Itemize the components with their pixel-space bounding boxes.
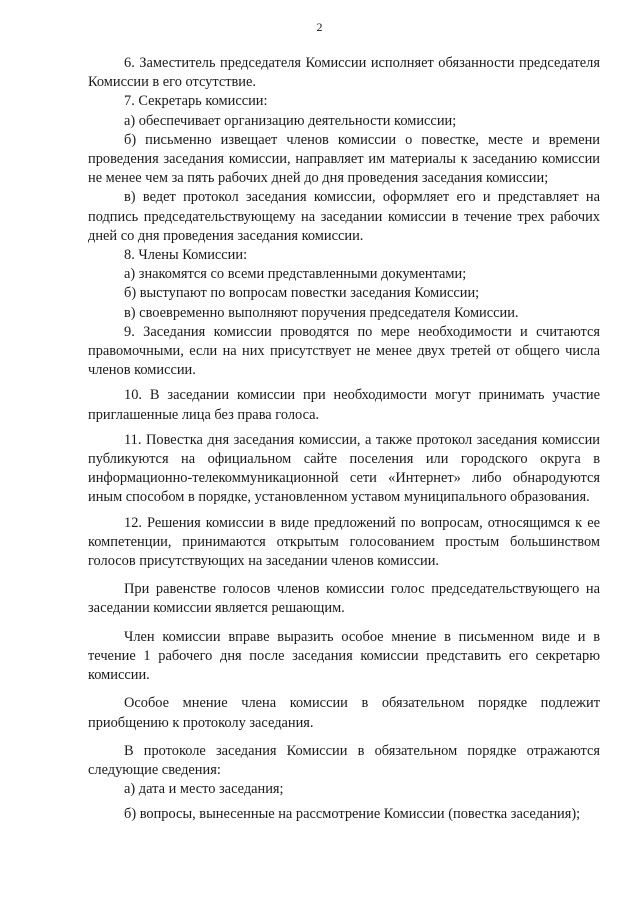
paragraph-6: 6. Заместитель председателя Комиссии исполняет обязанности председателя Комиссии в его отсутствие. <box>88 55 600 91</box>
paragraph-7a: а) обеспечивает организацию деятельности комиссии; <box>124 112 457 129</box>
paragraph-12: 12. Решения комиссии в виде предложений по вопросам, относящимся к ее компетенции, принимаются открытым голосованием простым большинством голосов присутствующих на заседании членов комиссии. <box>88 514 600 570</box>
paragraph-7v: в) ведет протокол заседания комиссии, оформляет его и представляет на подпись председательствующему на заседании комиссии в течение трех рабочих дней со дня проведения заседания комиссии. <box>88 189 600 244</box>
paragraph-9: 9. Заседания комиссии проводятся по мере необходимости и считаются правомочными, если на них присутствует не менее двух третей от общего числа членов комиссии. <box>88 323 600 379</box>
paragraph-7: 7. Секретарь комиссии: <box>124 93 268 110</box>
paragraph-11: 11. Повестка дня заседания комиссии, а также протокол заседания комиссии публикуются на официальном сайте поселения или городского округа в информационно-телекоммуникационной сети «Интернет» либо обнародуются иным способом в порядке, установленном уставом муниципального образования. <box>88 431 600 506</box>
paragraph-10: 10. В заседании комиссии при необходимости могут принимать участие приглашенные лица без права голоса. <box>88 387 600 423</box>
paragraph-protocol-b: б) вопросы, вынесенные на рассмотрение Комиссии (повестка заседания); <box>124 806 581 823</box>
paragraph-dissent-attach: Особое мнение члена комиссии в обязательном порядке подлежит приобщению к протоколу заседания. <box>88 695 600 731</box>
paragraph-protocol-a: а) дата и место заседания; <box>124 781 284 798</box>
paragraph-protocol: В протоколе заседания Комиссии в обязательном порядке отражаются следующие сведения: <box>88 742 600 778</box>
paragraph-tie-vote: При равенстве голосов членов комиссии голос председательствующего на заседании комиссии является решающим. <box>88 581 600 617</box>
page-number: 2 <box>316 20 323 34</box>
paragraph-7b: б) письменно извещает членов комиссии о повестке, месте и времени проведения заседания комиссии, направляет им материалы к заседанию комиссии не менее чем за пять рабочих дней до дня проведения заседания комиссии; <box>88 131 600 187</box>
paragraph-dissent: Член комиссии вправе выразить особое мнение в письменном виде и в течение 1 рабочего дня после заседания комиссии представить его секретарю комиссии. <box>88 628 600 684</box>
paragraph-8b: б) выступают по вопросам повестки заседания Комиссии; <box>124 285 480 302</box>
paragraph-8: 8. Члены Комиссии: <box>124 247 248 264</box>
document-body <box>88 54 600 825</box>
paragraph-8v: в) своевременно выполняют поручения председателя Комиссии. <box>124 304 519 321</box>
paragraph-8a: а) знакомятся со всеми представленными документами; <box>124 266 467 283</box>
